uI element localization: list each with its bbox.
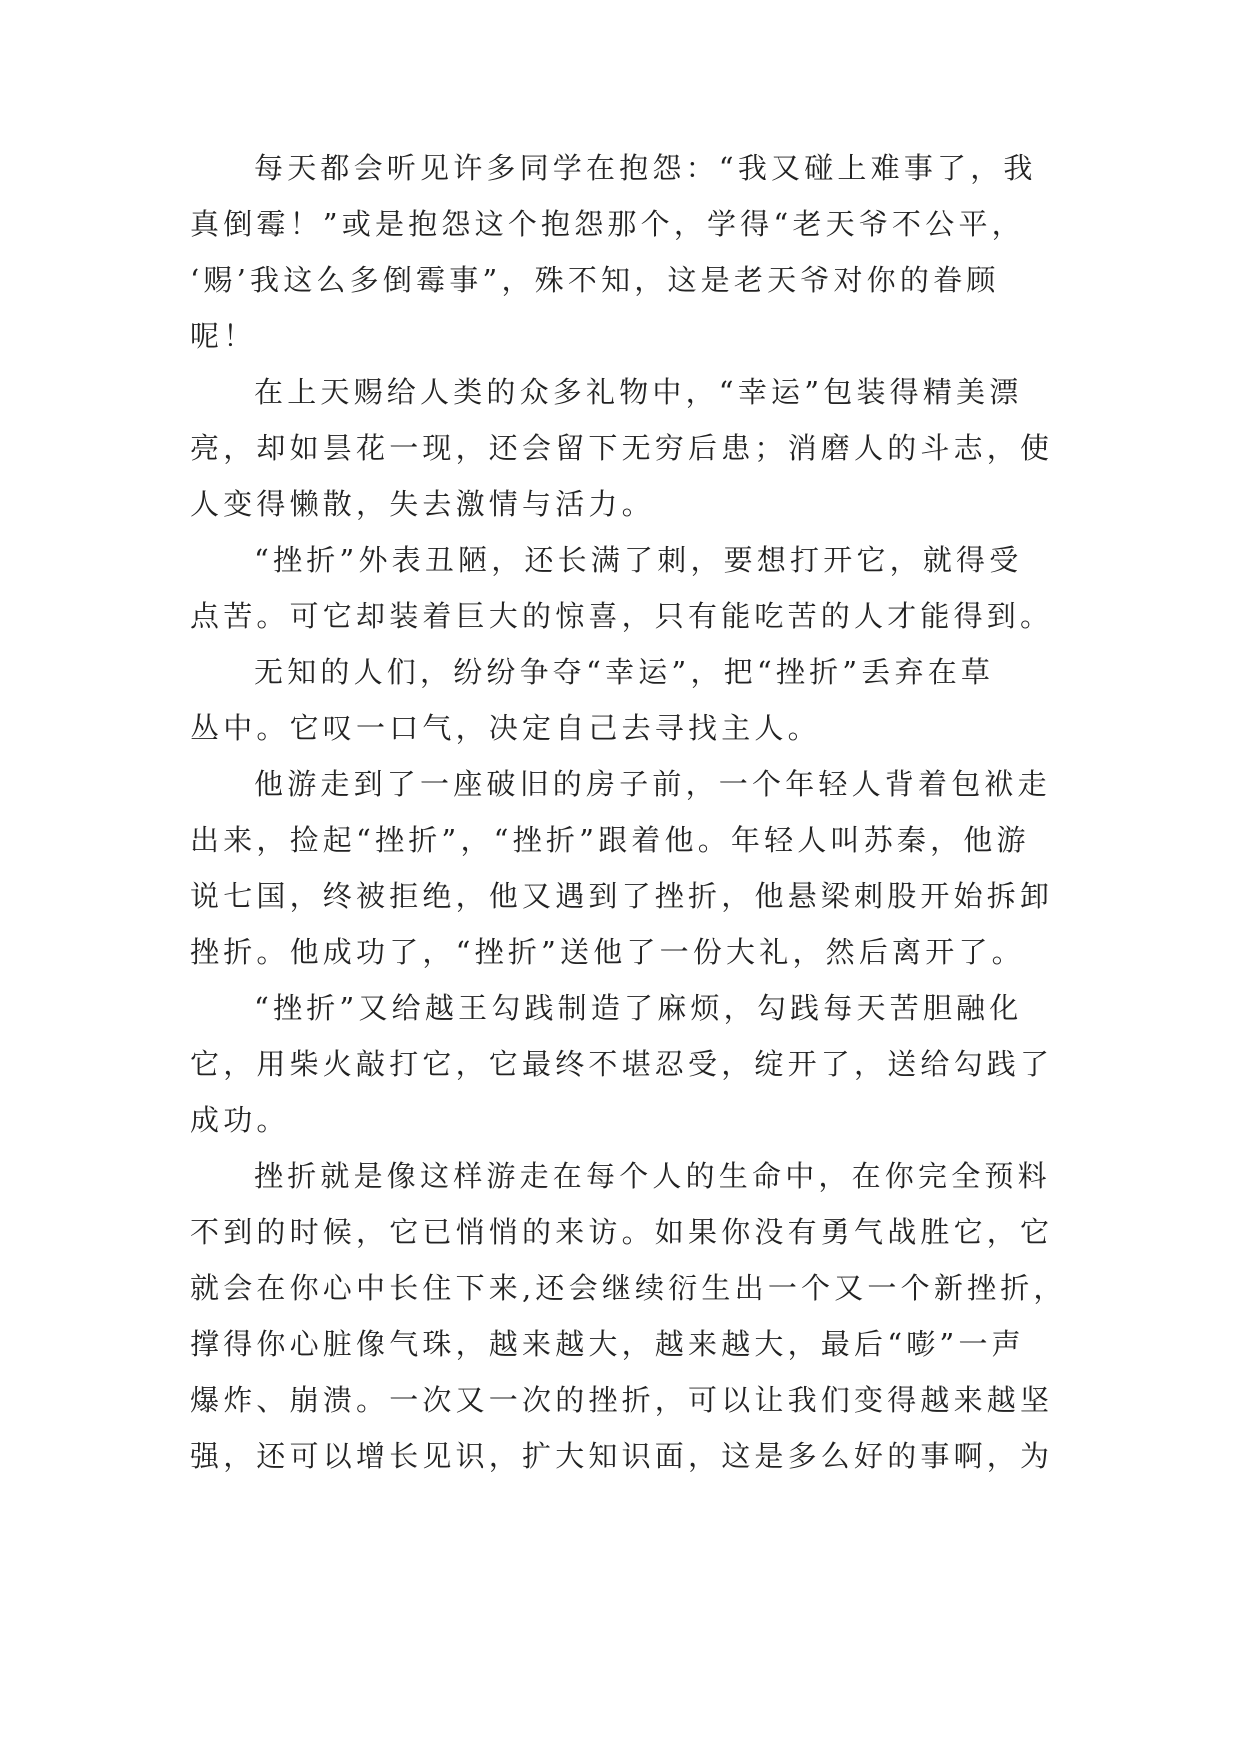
- text-line: 爆炸、崩溃。一次又一次的挫折，可以让我们变得越来越坚: [190, 1383, 1054, 1417]
- text-line: 说七国，终被拒绝，他又遇到了挫折，他悬梁刺股开始拆卸: [190, 879, 1054, 913]
- text-line: 出来，捡起“挫折”，“挫折”跟着他。年轻人叫苏秦，他游: [190, 823, 1030, 857]
- text-line: “挫折”又给越王勾践制造了麻烦，勾践每天苦胆融化: [254, 991, 1023, 1025]
- text-line: 丛中。它叹一口气，决定自己去寻找主人。: [190, 711, 821, 745]
- text-line: 呢！: [190, 319, 257, 353]
- text-line: ‘赐’我这么多倒霉事”，殊不知，这是老天爷对你的眷顾: [190, 263, 1000, 297]
- text-line: “挫折”外表丑陋，还长满了刺，要想打开它，就得受: [254, 543, 1023, 577]
- text-line: 人变得懒散，失去激情与活力。: [190, 487, 655, 521]
- text-line: 他游走到了一座破旧的房子前，一个年轻人背着包袱走: [254, 767, 1051, 801]
- text-line: 挫折就是像这样游走在每个人的生命中，在你完全预料: [254, 1159, 1051, 1193]
- text-line: 每天都会听见许多同学在抱怨：“我又碰上难事了，我: [254, 151, 1037, 185]
- text-line: 挫折。他成功了，“挫折”送他了一份大礼，然后离开了。: [190, 935, 1025, 969]
- text-line: 强，还可以增长见识，扩大知识面，这是多么好的事啊，为: [190, 1439, 1054, 1473]
- text-line: 就会在你心中长住下来,还会继续衍生出一个又一个新挫折，: [190, 1271, 1067, 1305]
- text-line: 亮，却如昙花一现，还会留下无穷后患；消磨人的斗志，使: [190, 431, 1054, 465]
- text-line: 点苦。可它却装着巨大的惊喜，只有能吃苦的人才能得到。: [190, 599, 1054, 633]
- text-line: 真倒霉！”或是抱怨这个抱怨那个，学得“老天爷不公平，: [190, 207, 1025, 241]
- text-line: 成功。: [190, 1103, 290, 1137]
- text-line: 在上天赐给人类的众多礼物中，“幸运”包装得精美漂: [254, 375, 1023, 409]
- text-line: 撑得你心脏像气珠，越来越大，越来越大，最后“嘭”一声: [190, 1327, 1025, 1361]
- text-line: 它，用柴火敲打它，它最终不堪忍受，绽开了，送给勾践了: [190, 1047, 1054, 1081]
- text-line: 不到的时候，它已悄悄的来访。如果你没有勇气战胜它，它: [190, 1215, 1054, 1249]
- text-line: 无知的人们，纷纷争夺“幸运”，把“挫折”丢弃在草: [254, 655, 995, 689]
